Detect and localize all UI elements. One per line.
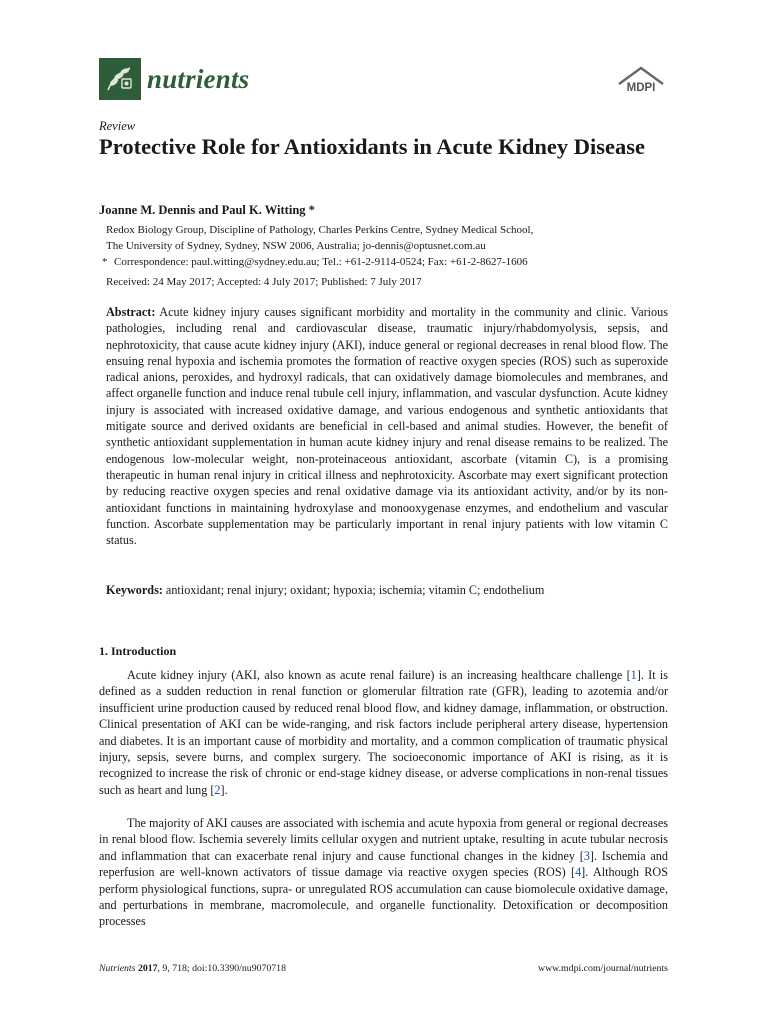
publication-dates: Received: 24 May 2017; Accepted: 4 July 2017; Published: 7 July 2017 — [106, 276, 422, 288]
leaf-icon — [99, 58, 141, 100]
affiliation-line: Redox Biology Group, Discipline of Pathology, Charles Perkins Centre, Sydney Medical School, — [106, 224, 534, 236]
footer-url[interactable]: www.mdpi.com/journal/nutrients — [538, 963, 668, 974]
journal-name: nutrients — [147, 63, 250, 94]
paragraph-text: ]. Although ROS perform physiological functions, supra- or unregulated ROS accumulation can cause biomolecule oxidative damage, and perturbations in membrane, macromolecule, and organelle functionality. Detoxification or decomposition processes — [99, 865, 669, 929]
keywords-label: Keywords: — [106, 583, 163, 597]
affiliation-line: The University of Sydney, Sydney, NSW 2006, Australia; jo-dennis@optusnet.com.au — [106, 240, 486, 252]
keywords-text: antioxidant; renal injury; oxidant; hypoxia; ischemia; vitamin C; endothelium — [165, 583, 545, 597]
publisher-name: MDPI — [626, 82, 656, 94]
publisher-logo[interactable] — [614, 66, 668, 96]
correspondence-mark: * — [102, 256, 108, 268]
abstract-text: Acute kidney injury causes significant morbidity and mortality in the community and clinic. Various pathologies, including renal and cardiovascular disease, traumatic injury/rhabdomyolysis, sepsis, and nephrotoxicity, that cause acute kidney injury (AKI), induce general or regional decreases in renal blood flow. The ensuing renal hypoxia and ischemia promotes the formation of reactive oxygen species (ROS) such as superoxide radical anions, peroxides, and hydroxyl radicals, that can oxidatively damage biomolecules and membranes, and affect organelle function and induce renal tubule cell injury, inflammation, and vascular dysfunction. Acute kidney injury is associated with increased oxidative damage, and various endogenous and synthetic antioxidants that mitigate source and derived oxidants are beneficial in cell-based and animal studies. However, the benefit of synthetic antioxidant supplementation in human acute kidney injury and renal disease remains to be realized. The endogenous low-molecular weight, non-proteinaceous antioxidant, ascorbate (vitamin C), is a promising therapeutic in human renal injury in critical illness and nephrotoxicity. Ascorbate may exert significant protection by reducing reactive oxygen species and renal oxidative damage via its antioxidant activity, and/or by its non-antioxidant functions in maintaining hydroxylase and monooxygenase enzymes, and endothelium and vascular function. Ascorbate supplementation may be particularly important in renal injury patients with low vitamin C status. — [106, 305, 668, 548]
paragraph — [99, 815, 668, 930]
abstract — [106, 304, 668, 548]
article-title: Protective Role for Antioxidants in Acute Kidney Disease — [99, 134, 645, 159]
paragraph-text: ]. It is defined as a sudden reduction in renal function or glomerular filtration rate (GFR), leading to azotemia and/or insufficient urine production caused by reduced renal blood flow, and kidney damage, inflammation, or obstruction. Clinical presentation of AKI can be wide-ranging, and risk factors include peripheral artery disease, hypertension and diabetes. It is an important cause of morbidity and mortality, and a common complication of traumatic physical injury, sepsis, severe burns, and complex surgery. The socioeconomic importance of AKI is rising, as it is recognized to increase the risk of chronic or end-stage kidney disease, or adverse complications in non-renal tissues such as heart and lung [ — [99, 668, 668, 797]
citation-link[interactable]: 2 — [214, 782, 221, 797]
keywords — [106, 582, 668, 598]
paragraph-text: The majority of AKI causes are associated with ischemia and acute hypoxia from general or regional decreases in renal blood flow. Ischemia severely limits cellular oxygen and nutrient uptake, resulting in acute tubular necrosis and inflammation that can exacerbate renal injury and cause functional changes in the kidney [ — [99, 816, 668, 863]
paragraph-text: ]. — [220, 782, 228, 797]
paragraph-text: Acute kidney injury (AKI, also known as acute renal failure) is an increasing healthcare challenge [ — [127, 668, 631, 682]
footer-citation — [99, 963, 286, 974]
abstract-label: Abstract: — [106, 305, 156, 319]
footer-journal: Nutrients — [99, 963, 136, 974]
citation-link[interactable]: 4 — [575, 865, 582, 880]
article-type: Review — [99, 119, 136, 133]
correspondence — [102, 254, 528, 270]
footer-year: 2017 — [137, 963, 158, 974]
paragraph-text: ]. Ischemia and reperfusion are well-known activators of tissue damage via reactive oxygen species (ROS) [ — [99, 848, 668, 880]
journal-logo[interactable] — [99, 58, 249, 100]
citation-link[interactable]: 1 — [630, 668, 637, 682]
section-heading: 1. Introduction — [99, 644, 177, 658]
paragraph — [99, 667, 668, 798]
citation-link[interactable]: 3 — [583, 848, 590, 863]
footer-doi: , 9, 718; doi:10.3390/nu9070718 — [157, 963, 286, 974]
correspondence-text: Correspondence: paul.witting@sydney.edu.au; Tel.: +61-2-9114-0524; Fax: +61-2-8627-1606 — [114, 256, 528, 268]
author-list: Joanne M. Dennis and Paul K. Witting * — [99, 203, 315, 217]
